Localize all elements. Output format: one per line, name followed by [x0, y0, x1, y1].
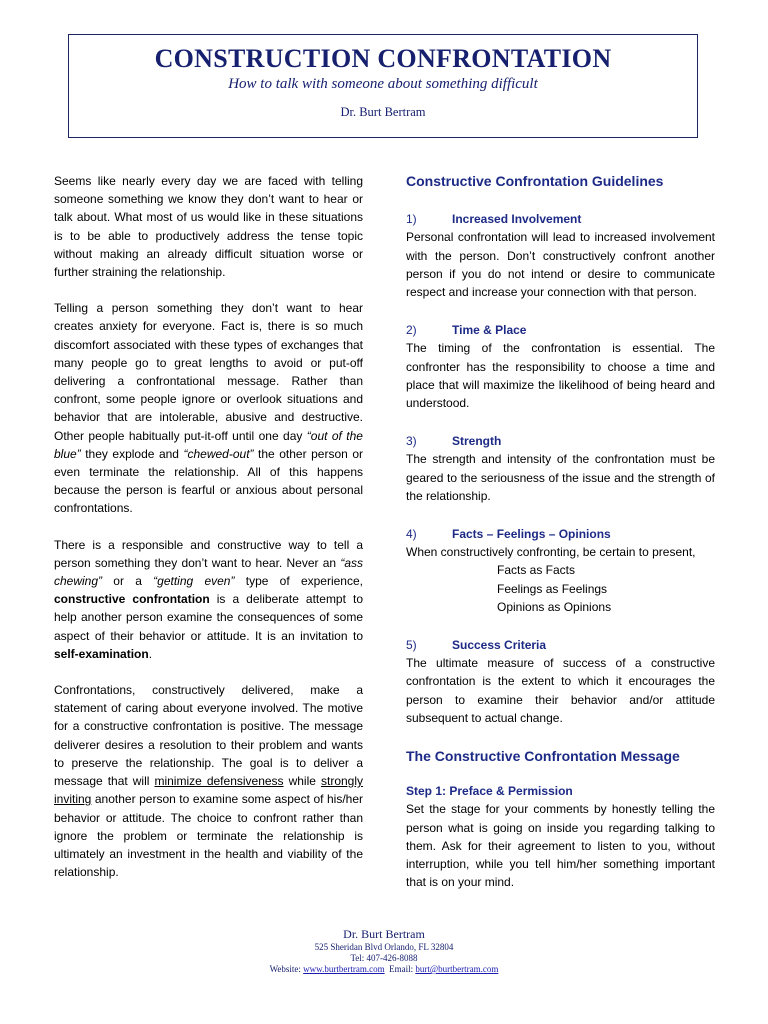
guideline-4-text: When constructively confronting, be certain to present, [406, 545, 696, 560]
facts-list-item: Feelings as Feelings [497, 581, 608, 596]
facts-list-item: Opinions as Opinions [497, 599, 612, 614]
footer-contact: Website: www.burtbertram.com Email: burt@burtbertram.com [269, 964, 499, 974]
email-link[interactable]: burt@burtbertram.com [415, 964, 499, 974]
guideline-2-text: The timing of the confrontation is essential. The confronter has the responsibility to choose a time and place that will maximize the likelihood of being heard and understood. [406, 341, 715, 411]
paragraph-4: Confrontations, constructively delivered, make a statement of caring about everyone involved. The motive for a constructive confrontation is positive. The message deliverer desires a resolution to their problem and wants to preserve the relationship. The goal is to deliver a message that will minimize defensiveness while strongly inviting another person to examine some aspect of his/her behavior or attitude. The choice to confront rather than ignore the problem or terminate the relationship is ultimately an investment in the health and viability of the relationship. [54, 683, 364, 880]
footer-name: Dr. Burt Bertram [343, 927, 425, 941]
guideline-5-text: The ultimate measure of success of a constructive confrontation is the extent to which it encourages the person to examine their behavior and/or attitude subsequent to actual change. [406, 656, 715, 725]
guideline-1-text: Personal confrontation will lead to increased involvement with the person. Don’t constructively confront another person if you do not intend or desire to communicate respect and increase your connection with that person. [406, 230, 715, 300]
guideline-4-heading: 4) Facts – Feelings – Opinions [406, 527, 611, 542]
guideline-5-heading: 5) Success Criteria [406, 638, 547, 653]
message-heading: The Constructive Confrontation Message [406, 748, 680, 765]
paragraph-3: There is a responsible and constructive way to tell a person something they don’t want to hear. Never an “ass chewing” or a “getting even” type of experience, constructive confrontation is a deliberate attempt to help another person examine the consequences of some aspect of their behavior or attitude. It is an invitation to self-examination. [54, 537, 363, 661]
guideline-1-heading: 1) Increased Involvement [406, 212, 582, 227]
document-title: CONSTRUCTION CONFRONTATION [154, 44, 612, 73]
guideline-3-text: The strength and intensity of the confrontation must be geared to the seriousness of the issue and the strength of the relationship. [406, 452, 715, 503]
step-1-heading: Step 1: Preface & Permission [406, 784, 573, 799]
guideline-2-heading: 2) Time & Place [406, 323, 527, 338]
facts-list-item: Facts as Facts [497, 563, 576, 578]
step-1-text: Set the stage for your comments by honestly telling the person what is going on inside you regarding talking to them. Ask for their agreement to listen to you, without interruption, while you tell him/her something important that is on your mind. [406, 802, 715, 890]
left-column [54, 172, 363, 899]
right-column [406, 172, 715, 892]
footer [0, 927, 768, 975]
document-subtitle: How to talk with someone about something difficult [228, 76, 538, 92]
guidelines-heading: Constructive Confrontation Guidelines [406, 173, 664, 189]
author-name: Dr. Burt Bertram [340, 105, 426, 119]
footer-phone: Tel: 407-426-8088 [350, 953, 418, 963]
guideline-3-heading: 3) Strength [406, 434, 502, 449]
paragraph-1: Seems like nearly every day we are faced with telling someone something we know they don’t want to hear or talk about. What most of us would like in these situations is to be able to productively address the tense topic without making an already difficult situation worse or further straining the relationship. [54, 174, 363, 280]
header-box [68, 34, 698, 138]
website-link[interactable]: www.burtbertram.com [303, 964, 385, 974]
footer-address: 525 Sheridan Blvd Orlando, FL 32804 [314, 942, 454, 952]
paragraph-2: Telling a person something they don’t want to hear creates anxiety for everyone. Fact is, there is so much discomfort associated with these types of exchanges that many people go to great lengths to avoid or put-off delivering a confrontational message. Rather than confront, some people ignore or overlook situations and behavior that are intolerable, abusive and destructive. Other people habitually put-it-off until one day “out of the blue” they explode and “chewed-out” the other person or even terminate the relationship. All of this happens because the person is fearful or anxious about personal confrontations. [54, 301, 363, 516]
